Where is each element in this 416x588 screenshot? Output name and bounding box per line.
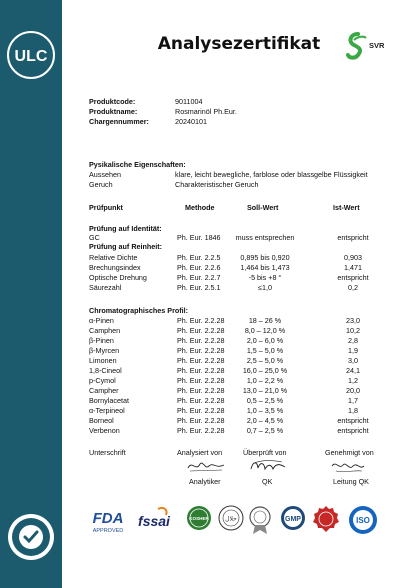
test-method: Ph. Eur. 2.2.7 [177, 273, 221, 282]
table-row [89, 386, 389, 396]
test-method: Ph. Eur. 2.2.28 [177, 426, 225, 435]
physical-row [89, 170, 389, 180]
test-actual: 0,903 [344, 253, 362, 262]
test-actual: 1,8 [348, 406, 358, 415]
table-row [89, 416, 389, 426]
table-row [89, 336, 389, 346]
test-method: Ph. Eur. 2.2.28 [177, 346, 225, 355]
quality-approved-seal-icon [6, 512, 56, 562]
ulc-logo [6, 30, 56, 80]
test-point: Brechungsindex [89, 263, 141, 272]
page-title: Analysezertifikat [157, 34, 321, 54]
chromatographic-heading-row [89, 306, 389, 316]
column-header-method: Methode [185, 203, 215, 212]
product-name-label: Produktname: [89, 107, 138, 116]
table-row [89, 426, 389, 436]
test-point: Säurezahl [89, 283, 122, 292]
test-method: Ph. Eur. 2.2.28 [177, 316, 225, 325]
test-target: muss entsprechen [235, 233, 295, 242]
test-point: β-Myrcen [89, 346, 120, 355]
test-point: Camphen [89, 326, 121, 335]
test-actual: entspricht [337, 426, 369, 435]
test-actual: entspricht [337, 233, 369, 242]
table-row [89, 406, 389, 416]
test-target: 16,0 – 25,0 % [242, 366, 288, 375]
ulc-logo-text: ULC [14, 48, 48, 65]
table-row [89, 273, 389, 283]
halal-seal-text: حلال [225, 515, 237, 523]
test-actual: 24,1 [346, 366, 360, 375]
table-row [89, 346, 389, 356]
test-method: Ph. Eur. 2.2.28 [177, 416, 225, 425]
test-actual: 20,0 [346, 386, 360, 395]
checked-by-label: Überprüft von [243, 448, 287, 457]
test-target: 1,5 – 5,0 % [246, 346, 284, 355]
column-header-point: Prüfpunkt [89, 203, 123, 212]
svr-brand-text: SVR [369, 41, 385, 50]
test-target: 13,0 – 21,0 % [242, 386, 288, 395]
analyst-signature [186, 458, 226, 474]
chromatographic-heading: Chromatographisches Profil: [89, 306, 189, 315]
test-method: Ph. Eur. 1846 [177, 233, 221, 242]
column-header-target: Soll-Wert [247, 203, 279, 212]
purity-heading: Prüfung auf Reinheit: [89, 242, 163, 251]
test-actual: 1,471 [344, 263, 362, 272]
product-name-row [89, 107, 389, 117]
test-target: 1,464 bis 1,473 [240, 263, 290, 272]
column-header-actual: Ist-Wert [333, 203, 360, 212]
test-actual: 0,2 [348, 283, 358, 292]
kosher-seal-icon [186, 505, 212, 531]
test-target: 1,0 – 3,5 % [246, 406, 284, 415]
test-point: Bornylacetat [89, 396, 129, 405]
svr-logo-icon [344, 28, 392, 68]
qc-signature [248, 458, 288, 474]
test-target: 1,0 – 2,2 % [246, 376, 284, 385]
physical-label: Geruch [89, 180, 113, 189]
gmp-seal-text: GMP [285, 516, 301, 523]
fda-logo-subtext: APPROVED [92, 528, 124, 534]
batch-value: 20240101 [175, 117, 207, 126]
table-row [89, 376, 389, 386]
table-row [89, 263, 389, 273]
test-point: p-Cymol [89, 376, 116, 385]
badge-seal-icon [248, 505, 272, 535]
test-actual: 2,8 [348, 336, 358, 345]
test-method: Ph. Eur. 2.2.28 [177, 376, 225, 385]
test-method: Ph. Eur. 2.2.28 [177, 366, 225, 375]
approved-by-label: Genehmigt von [325, 448, 374, 457]
test-point: Campher [89, 386, 119, 395]
test-target: 0,7 – 2,5 % [246, 426, 284, 435]
qc-role: QK [262, 477, 273, 486]
physical-value: Charakteristischer Geruch [175, 180, 259, 189]
test-point: Relative Dichte [89, 253, 138, 262]
certification-logos [88, 505, 398, 545]
test-method: Ph. Eur. 2.2.28 [177, 356, 225, 365]
iso-seal-text: ISO [356, 516, 370, 525]
test-point: Limonen [89, 356, 117, 365]
fda-logo-text: FDA [92, 510, 124, 527]
fda-logo-icon [88, 505, 128, 535]
test-method: Ph. Eur. 2.2.28 [177, 396, 225, 405]
test-target: 2,0 – 4,5 % [246, 416, 284, 425]
purity-heading-row [89, 242, 389, 252]
table-row [89, 396, 389, 406]
test-method: Ph. Eur. 2.2.5 [177, 253, 221, 262]
physical-heading-row [89, 160, 389, 170]
qc-lead-role: Leitung QK [333, 477, 369, 486]
test-actual: 1,7 [348, 396, 358, 405]
gmp-seal-icon [280, 505, 306, 531]
table-row [89, 356, 389, 366]
signature-label: Unterschrift [89, 448, 126, 457]
physical-label: Aussehen [89, 170, 121, 179]
test-point: Optische Drehung [89, 273, 147, 282]
qc-lead-signature [328, 458, 368, 474]
test-actual: 10,2 [346, 326, 360, 335]
test-target: 18 – 26 % [248, 316, 282, 325]
test-point: Verbenon [89, 426, 120, 435]
quality-seal-icon [312, 505, 340, 533]
test-point: α-Terpineol [89, 406, 125, 415]
table-row [89, 283, 389, 293]
test-point: α-Pinen [89, 316, 114, 325]
identity-heading: Prüfung auf Identität: [89, 224, 162, 233]
iso-seal-icon [348, 505, 378, 535]
test-point: 1,8-Cineol [89, 366, 122, 375]
test-target: 0,895 bis 0,920 [240, 253, 290, 262]
test-point: β-Pinen [89, 336, 114, 345]
test-method: Ph. Eur. 2.2.28 [177, 336, 225, 345]
physical-heading: Pysikalische Eigenschaften: [89, 160, 186, 169]
test-point: Borneol [89, 416, 114, 425]
fssai-logo-text: fssai [138, 513, 170, 529]
test-target: -5 bis +8 ° [248, 273, 282, 282]
test-actual: entspricht [337, 416, 369, 425]
test-method: Ph. Eur. 2.2.28 [177, 406, 225, 415]
test-actual: 23,0 [346, 316, 360, 325]
test-actual: 1,2 [348, 376, 358, 385]
test-method: Ph. Eur. 2.5.1 [177, 283, 221, 292]
test-target: 2,0 – 6,0 % [246, 336, 284, 345]
table-row [89, 316, 389, 326]
physical-value: klare, leicht bewegliche, farblose oder blassgelbe Flüssigkeit [175, 170, 368, 179]
table-row [89, 366, 389, 376]
test-method: Ph. Eur. 2.2.6 [177, 263, 221, 272]
test-actual: 1,9 [348, 346, 358, 355]
test-target: ≤1,0 [258, 283, 272, 292]
sidebar-band [0, 0, 62, 588]
test-target: 0,5 – 2,5 % [246, 396, 284, 405]
table-row [89, 326, 389, 336]
table-header-row [89, 203, 389, 213]
product-code-row [89, 97, 389, 107]
batch-row [89, 117, 389, 127]
halal-seal-icon [218, 505, 244, 531]
fssai-logo-icon [134, 505, 174, 535]
test-method: Ph. Eur. 2.2.28 [177, 386, 225, 395]
table-row [89, 253, 389, 263]
test-target: 8,0 – 12,0 % [244, 326, 286, 335]
product-code-value: 9011004 [175, 97, 203, 106]
product-code-label: Produktcode: [89, 97, 136, 106]
analyzed-by-label: Analysiert von [177, 448, 223, 457]
test-actual: entspricht [337, 273, 369, 282]
test-actual: 3,0 [348, 356, 358, 365]
batch-label: Chargennummer: [89, 117, 149, 126]
physical-row [89, 180, 389, 190]
kosher-seal-text: KOSHER [189, 516, 209, 521]
test-method: Ph. Eur. 2.2.28 [177, 326, 225, 335]
product-name-value: Rosmarinöl Ph.Eur. [175, 107, 237, 116]
test-point: GC [89, 233, 100, 242]
analyst-role: Analytiker [189, 477, 221, 486]
test-target: 2,5 – 5,0 % [246, 356, 284, 365]
